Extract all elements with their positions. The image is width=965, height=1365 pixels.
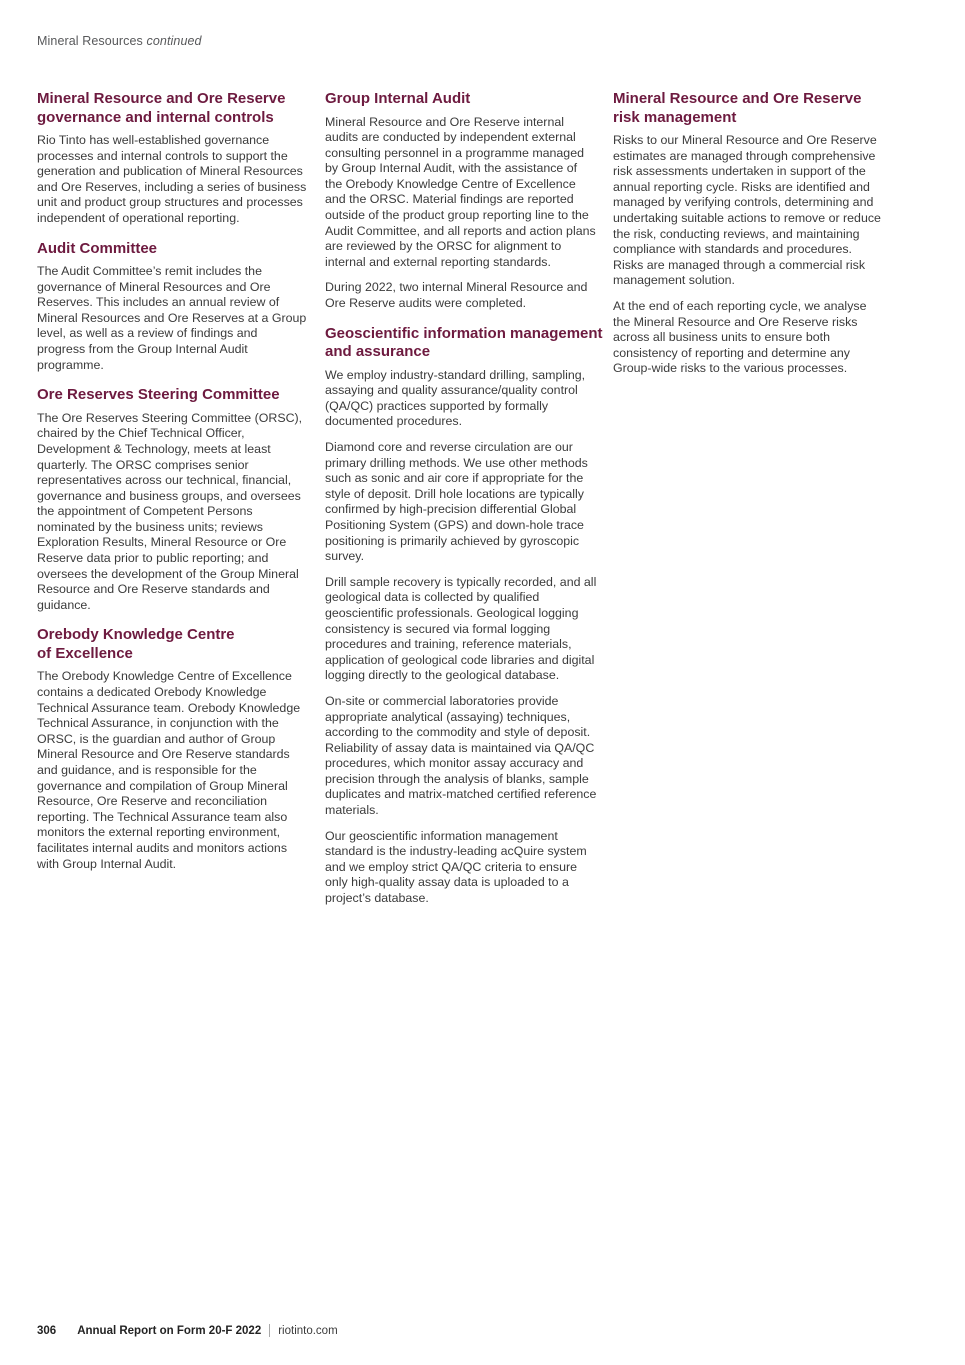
section-risk-management [613, 90, 885, 377]
three-column-content [37, 90, 885, 907]
paragraph: We employ industry-standard drilling, sampling, assaying and quality assurance/quality control (QA/QC) practices supported by formally documented procedures. [325, 367, 586, 429]
heading-line: Mineral Resource and Ore Reserve [37, 90, 286, 107]
section-ore-reserves-steering-committee [37, 386, 309, 613]
page-header [37, 34, 202, 48]
report-title: Annual Report on Form 20-F 2022 [77, 1324, 262, 1337]
section-governance-controls [37, 90, 309, 227]
section-heading [325, 324, 603, 362]
section-group-internal-audit [325, 90, 597, 312]
heading-line: risk management [613, 108, 737, 126]
heading-line: and assurance [325, 343, 431, 361]
section-heading [37, 240, 309, 259]
paragraph: Rio Tinto has well-established governance processes and internal controls to support the generation and publication of Mineral Resources and Ore Reserves, including a series of business unit and product group structures and processes independent of operational reporting. [37, 133, 307, 225]
section-heading [37, 626, 309, 663]
section-heading [37, 386, 309, 405]
section-heading [37, 90, 309, 127]
heading-line: Audit Committee [37, 239, 157, 257]
section-geoscientific-information [325, 324, 603, 907]
running-header-title: Mineral Resources [37, 34, 143, 48]
column-2 [325, 90, 603, 907]
paragraph: The Audit Committee’s remit includes the governance of Mineral Resources and Ore Reserves. This includes an annual review of Mineral Resources and Ore Reserves at a Group level, as well as a review of findings and progress from the Group Internal Audit programme. [37, 264, 307, 372]
paragraph: Our geoscientific information management standard is the industry-leading acQuire system and we employ strict QA/QC criteria to ensure only high-quality assay data is uploaded to a project’s database. [325, 828, 587, 906]
site-url: riotinto.com [278, 1324, 338, 1337]
paragraph: Risks to our Mineral Resource and Ore Reserve estimates are managed through comprehensive risk assessments undertaken in support of the annual reporting cycle. Risks are identified and managed by verifying controls, determining and undertaking suitable actions to remove or reduce the risk, conducting reviews, and maintaining compliance with standards and procedures. Risks are managed through a commercial risk management solution. [613, 133, 881, 288]
section-heading [613, 90, 885, 127]
heading-line: Orebody Knowledge Centre [37, 626, 235, 644]
section-orebody-knowledge-centre [37, 626, 309, 872]
section-audit-committee [37, 240, 309, 374]
heading-line: Group Internal Audit [325, 90, 471, 107]
paragraph: On-site or commercial laboratories provide appropriate analytical (assaying) techniques, according to the commodity and style of deposit. Reliability of assay data is maintained via QA/QC procedures, which monitor assay accuracy and precision through the analysis of blanks, sample duplicates and matrix-matched certified reference materials. [325, 693, 597, 818]
paragraph: Drill sample recovery is typically recorded, and all geological data is collected by qualified geoscientific professionals. Geological logging consistency is secured via formal logging procedures and training, reference materials, application of geological code libraries and digital logging directly to the geological database. [325, 574, 597, 683]
heading-line: Ore Reserves Steering Committee [37, 386, 280, 404]
heading-line: of Excellence [37, 644, 133, 662]
running-header-continued-label: continued [146, 34, 202, 48]
footer-divider [269, 1324, 270, 1337]
paragraph: At the end of each reporting cycle, we analyse the Mineral Resource and Ore Reserve risks across all business units to ensure both consistency of reporting and determine any Group-wide risks to the various processes. [613, 298, 867, 376]
section-heading [325, 90, 597, 109]
paragraph: Mineral Resource and Ore Reserve internal audits are conducted by independent external consulting personnel in a programme managed by Group Internal Audit, with the assistance of the Orebody Knowledge Centre of Excellence and the ORSC. Material findings are reported outside of the product group reporting line to the Audit Committee, and all reports and action plans are reviewed by the ORSC for alignment to internal and external reporting standards. [325, 114, 596, 269]
column-1 [37, 90, 309, 872]
paragraph: During 2022, two internal Mineral Resource and Ore Reserve audits were completed. [325, 280, 588, 311]
paragraph: Diamond core and reverse circulation are our primary drilling methods. We use other methods such as sonic and air core if appropriate for the style of deposit. Drill hole locations are typically confirmed by high-precision differential Global Positioning System (GPS) and down-hole trace positioning is primarily achieved by gyroscopic survey. [325, 440, 588, 564]
paragraph: The Orebody Knowledge Centre of Excellence contains a dedicated Orebody Knowledge Technical Assurance team. Orebody Knowledge Technical Assurance, in conjunction with the ORSC, is the guardian and author of Group Mineral Resource and Ore Reserve standards and guidance, and is responsible for the governance and compilation of Group Mineral Resource, Ore Reserve and reconciliation reporting. The Technical Assurance team also monitors the external reporting environment, facilitates internal audits and monitors actions with Group Internal Audit. [37, 669, 301, 871]
page-footer [37, 1324, 338, 1337]
column-3 [613, 90, 885, 377]
page-number: 306 [37, 1324, 57, 1337]
heading-line: Mineral Resource and Ore Reserve [613, 90, 862, 107]
heading-line: Geoscientific information management [325, 324, 603, 342]
paragraph: The Ore Reserves Steering Committee (ORSC), chaired by the Chief Technical Officer, Development & Technology, meets at least quarterly. The ORSC comprises senior representatives across our technical, financial, governance and business groups, and oversees the appointment of Competent Persons nominated by the business units; reviews Exploration Results, Mineral Resource or Ore Reserve data prior to public reporting; and oversees the development of the Group Mineral Resource and Ore Reserve standards and guidance. [37, 410, 303, 612]
heading-line: governance and internal controls [37, 108, 274, 126]
